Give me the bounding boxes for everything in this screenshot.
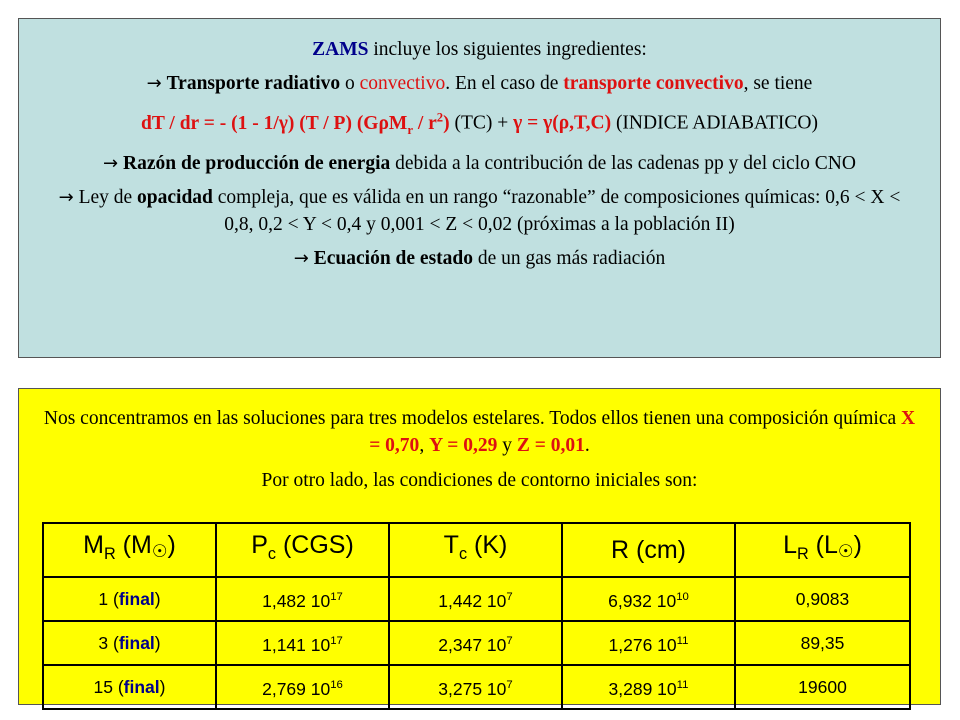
table-row: 3 (final) 1,141 $10^{17}$ 2,347 $10^7$ 1,276 $10^{11}$ 89,35 — [43, 621, 910, 665]
table-row: 1 (final) 1,482 $10^{17}$ 1,442 $10^7$ 6,932 $10^{10}$ 0,9083 — [43, 577, 910, 621]
header-central-temperature: $T_c$ (K) — [389, 523, 562, 577]
composition-text: Nos concentramos en las soluciones para tres modelos estelares. Todos ellos tienen una composición química X = 0,70, Y = 0,29 y Z = 0,01. — [43, 408, 916, 456]
header-mass: $M_R$ $(M_☉)$ — [43, 523, 216, 577]
transport-line: → Transporte radiativo o convectivo. En el caso de transporte convectivo, se tiene — [146, 73, 813, 94]
energy-line: → Razón de producción de energia debida a la contribución de las cadenas pp y del ciclo CNO — [103, 153, 856, 175]
initial-conditions-table — [42, 522, 911, 710]
right-arrow-icon: → — [293, 248, 309, 270]
zams-heading: ZAMS incluye los siguientes ingredientes: — [312, 39, 647, 60]
gradient-equation: dT / dr = - (1 - 1/γ) (T / P) $(G\rho M_r / r^2)$ (TC) + γ = γ(ρ,T,C) (INDICE ADIABATICO) — [141, 110, 818, 137]
right-arrow-icon: → — [146, 73, 162, 94]
table-header-row — [43, 523, 910, 577]
header-luminosity: $L_R$ $(L_☉)$ — [735, 523, 910, 577]
opacity-line: → Ley de opacidad compleja, que es válida en un rango “razonable” de composiciones químicas: 0,6 < X < 0,8, 0,2 < Y < 0,4 y 0,001 < Z < 0,02 (próximas a la población II) — [58, 187, 901, 236]
stellar-models-box — [18, 388, 941, 705]
header-radius: R (cm) — [562, 523, 735, 577]
table-row: 15 (final) 2,769 $10^{16}$ 3,275 $10^7$ 3,289 $10^{11}$ 19600 — [43, 665, 910, 709]
header-central-pressure: $P_c$ (CGS) — [216, 523, 389, 577]
sun-symbol-icon: ☉ — [837, 541, 854, 561]
sun-symbol-icon: ☉ — [151, 541, 168, 561]
right-arrow-icon: → — [103, 153, 119, 175]
boundary-conditions-text: Por otro lado, las condiciones de contorno iniciales son: — [261, 470, 698, 491]
zams-ingredients-box — [18, 18, 941, 358]
zams-term: ZAMS — [312, 39, 369, 60]
eos-line: → Ecuación de estado de un gas más radiación — [293, 248, 666, 270]
right-arrow-icon: → — [58, 187, 74, 209]
